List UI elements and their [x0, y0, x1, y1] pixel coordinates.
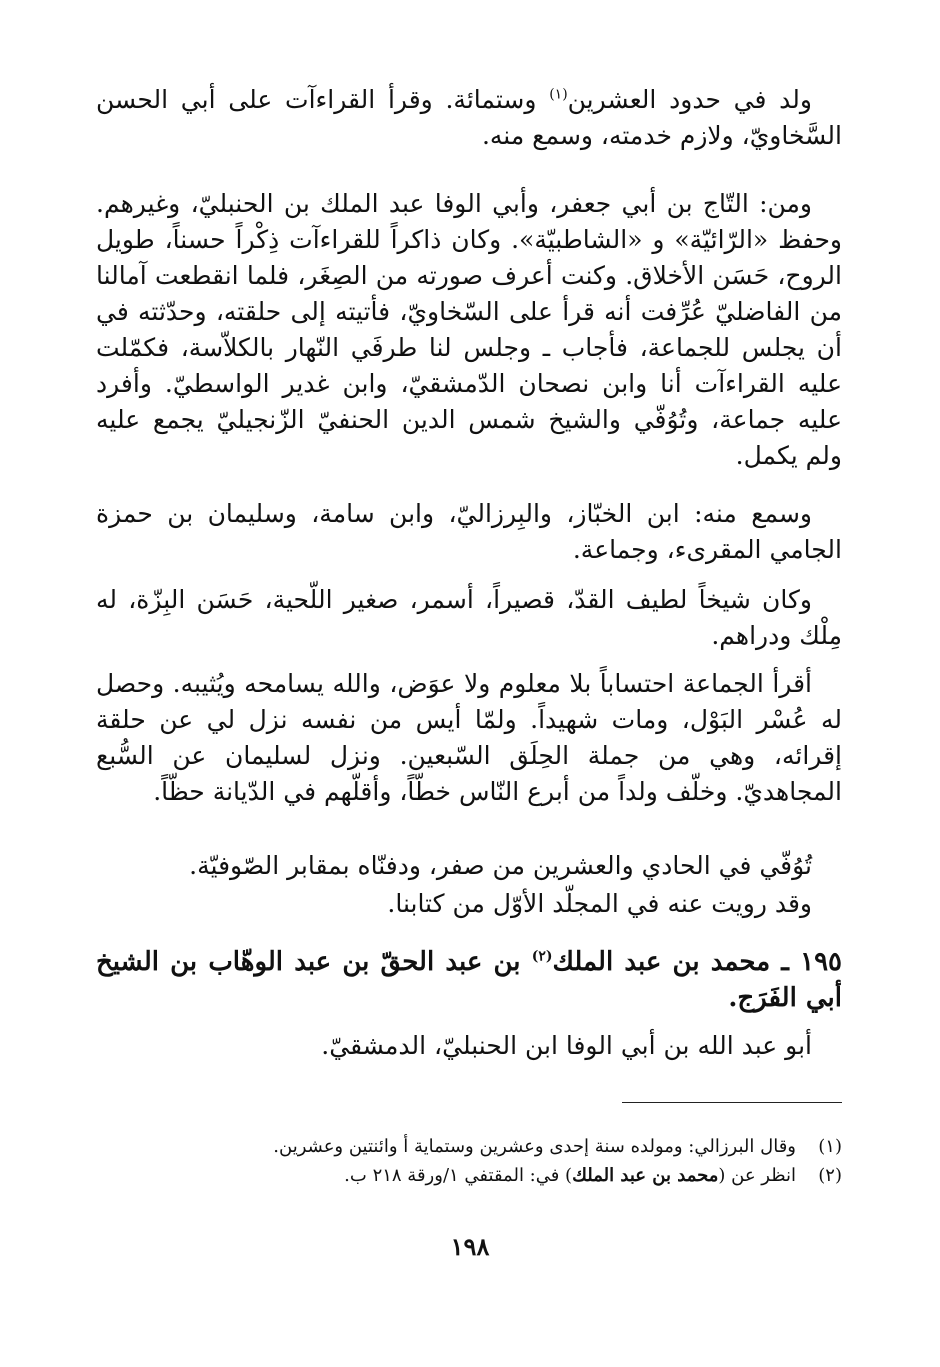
paragraph-text-continued: وستمائة. وقرأ القراءآت على أبي الحسن السَّخاويّ، ولازم خدمته، وسمع منه. [96, 85, 842, 150]
paragraph-narration [96, 886, 842, 922]
paragraph-students [96, 496, 842, 568]
footnote-separator [622, 1102, 842, 1103]
footnote-number: (٢) [818, 1165, 842, 1186]
paragraph-description [96, 582, 842, 654]
footnote-suffix: ) في: المقتفي ١/ورقة ٢١٨ ب. [344, 1165, 573, 1186]
entry-name-continued: بن عبد الحقّ بن عبد الوهّاب بن الشيخ أبي الفَرَج. [96, 947, 842, 1013]
paragraph-teachers [96, 186, 842, 474]
footnote-ref-1: (١) [549, 86, 568, 103]
entry-name: محمد بن عبد الملك [552, 947, 771, 977]
paragraph-text: وقد رويت عنه في المجلّد الأوّل من كتابنا. [387, 889, 812, 918]
paragraph-teaching [96, 666, 842, 810]
paragraph-death [96, 848, 842, 884]
footnote-number: (١) [818, 1136, 842, 1157]
entry-heading: ١٩٥ ـ محمد بن عبد الملك$^{(٢)}$ بن عبد الحقّ بن عبد الوهّاب بن الشيخ أبي الفَرَج. [96, 947, 843, 1013]
page-number: ١٩٨ [450, 1232, 490, 1261]
paragraph-birth [96, 82, 842, 154]
footnote-prefix: انظر عن ( [718, 1165, 796, 1186]
footnote-2 [96, 1161, 842, 1190]
entry-kunya [96, 1028, 842, 1064]
kunya-text: أبو عبد الله بن أبي الوفا ابن الحنبليّ، الدمشقيّ. [321, 1031, 812, 1060]
footnote-1 [96, 1132, 842, 1161]
footnotes [96, 1132, 842, 1190]
paragraph-text: ولد في حدود العشرين [567, 85, 812, 114]
paragraph-text: تُوُفّي في الحادي والعشرين من صفر، ودفنّاه بمقابر الصّوفيّة. [189, 851, 812, 880]
footnote-ref-2: (٢) [531, 948, 553, 965]
paragraph-text: ومن: التّاج بن أبي جعفر، وأبي الوفا عبد الملك بن الحنبليّ، وغيرهم. وحفظ «الرّائيّة» و «الشاطبيّة». وكان ذاكراً للقراءآت ذِكْراً حسناً، طويل الروح، حَسَن الأخلاق. وكنت أعرف صورته من الصِغَر، فلما انقطعت آمالنا من الفاضليّ عُرِّفت أنه قرأ على السّخاويّ، فأتيته إلى حلقته، وحدّثته في أن يجلس للجماعة، فأجاب ـ وجلس لنا طرفَي النّهار بالكلاّسة، فكمّلت عليه القراءآت أنا وابن نصحان الدّمشقيّ، وابن غدير الواسطيّ. وأفرد عليه جماعة، وتُوُفّي والشيخ شمس الدين الحنفيّ الزّنجيليّ يجمع عليه ولم يكمل. [96, 189, 842, 470]
paragraph-text: وسمع منه: ابن الخبّاز، والبِرزاليّ، وابن سامة، وسليمان بن حمزة الجامي المقرىء، وجماعة. [96, 499, 842, 564]
footnote-bold-name: محمد بن عبد الملك [572, 1165, 719, 1186]
entry-number: ١٩٥ [800, 947, 843, 977]
paragraph-text: وكان شيخاً لطيف القدّ، قصيراً، أسمر، صغير اللّحية، حَسَن البِزّة، له مِلْك ودراهم. [96, 585, 842, 650]
paragraph-text: أقرأ الجماعة احتساباً بلا معلوم ولا عوَض، والله يسامحه ويُثيبه. وحصل له عُسْر البَوْل، ومات شهيداً. ولمّا أيس من نفسه نزل لي عن حلقة إقرائه، وهي من جملة الحِلَق السّبعين. ونزل لسليمان عن السُّبع المجاهديّ. وخلّف ولداً من أبرع النّاس خطّاً، وأقلّهم في الدّيانة حظّاً. [96, 669, 842, 806]
footnote-text: وقال البرزالي: ومولده سنة إحدى وعشرين وستماية أ وائنتين وعشرين. [273, 1136, 796, 1157]
